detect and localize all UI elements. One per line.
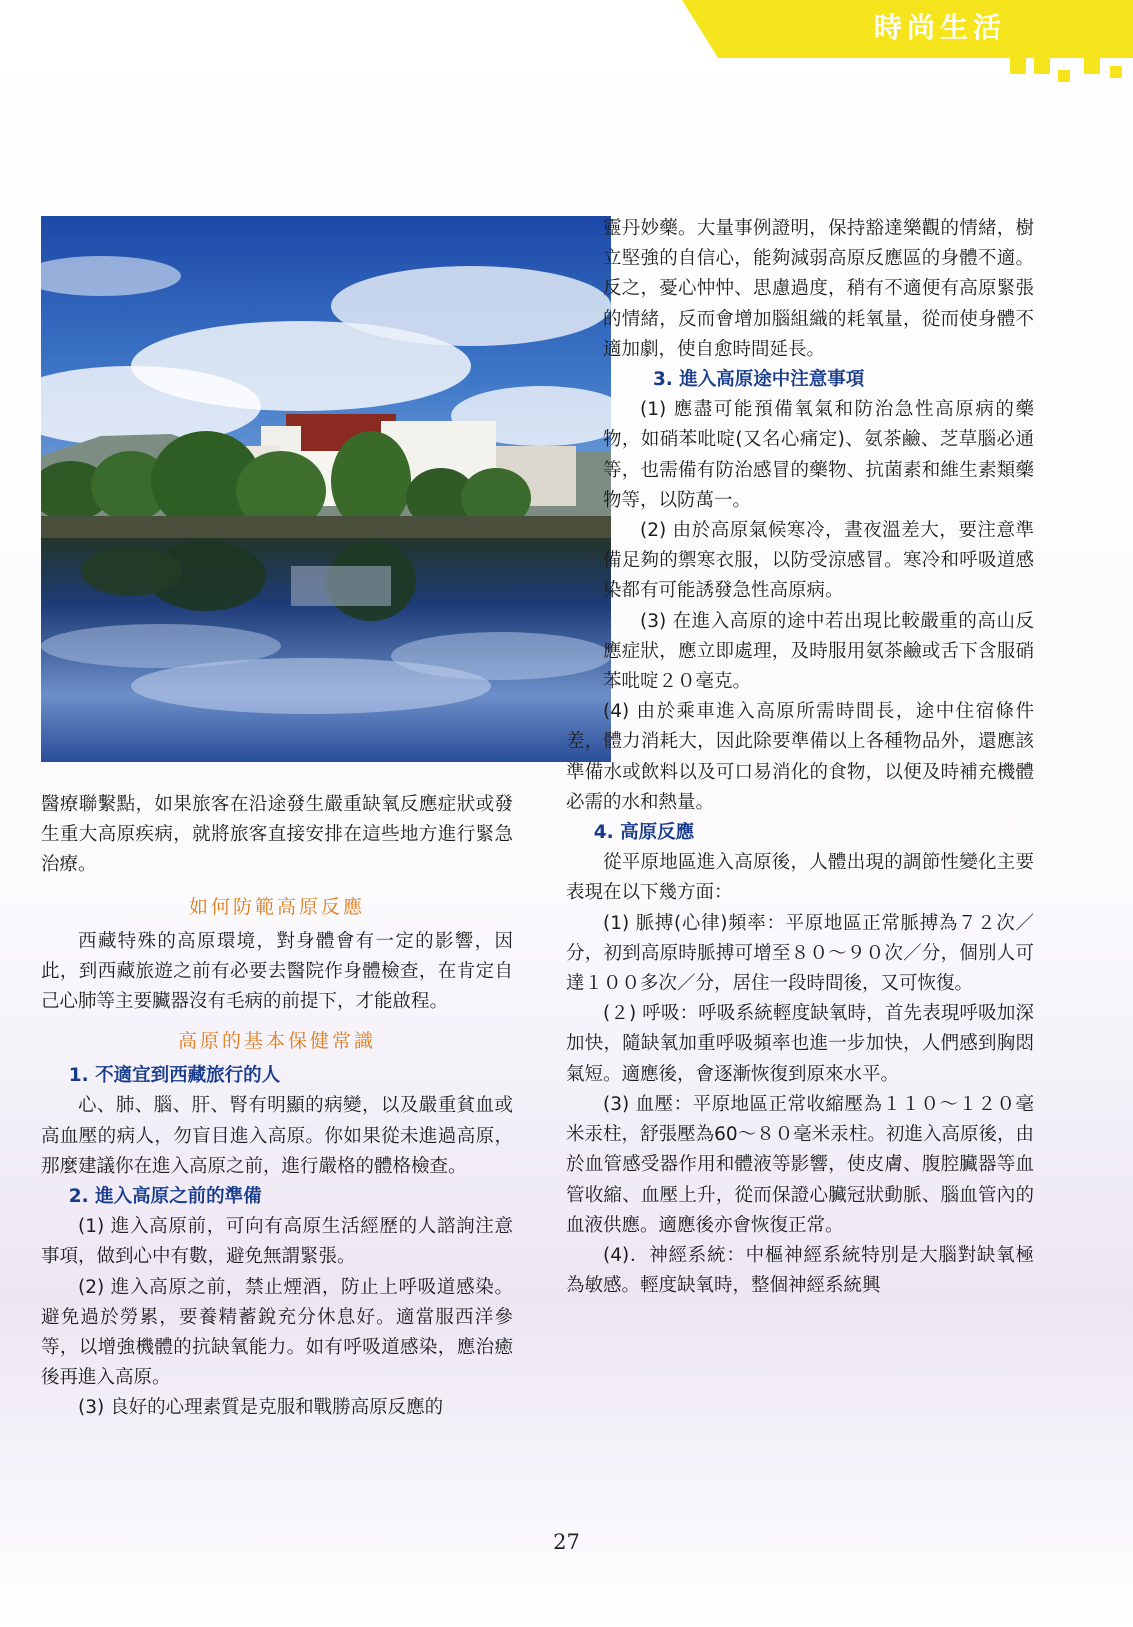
heading-unsuitable: 1. 不適宜到西藏旅行的人 <box>68 1065 281 1087</box>
page-number: 27 <box>553 1530 580 1554</box>
paragraph-unsuitable: 心、肺、腦、肝、腎有明顯的病變，以及嚴重貧血或高血壓的病人，勿盲目進入高原。你如果從未進過高原，那麼建議你在進入高原之前，進行嚴格的體格檢查。 <box>41 1095 513 1177</box>
paragraph-breathing: (２) 呼吸：呼吸系統輕度缺氧時，首先表現呼吸加深加快，隨缺氧加重呼吸頻率也進一步加快，人們感到胸悶氣短。適應後，會逐漸恢復到原來水平。 <box>566 1003 1034 1085</box>
paragraph-blood-pressure: (3) 血壓：平原地區正常收縮壓為１１０～１２０毫米汞柱，舒張壓為60～８０毫米汞柱。初進入高原後，由於血管感受器作用和體液等影響，使皮膚、腹腔臟器等血管收縮、血壓上升，從而保證心臟冠狀動脈、腦血管內的血液供應。適應後亦會恢復正常。 <box>566 1093 1034 1236</box>
section-title-banner: 時尚生活 <box>873 11 1006 44</box>
paragraph-continued: 靈丹妙藥。大量事例證明，保持豁達樂觀的情緒，樹立堅強的自信心，能夠減弱高原反應區的身體不適。反之，憂心忡忡、思慮過度，稍有不適便有高原緊張的情緒，反而會增加腦組織的耗氧量，從而使身體不適加劇，使自愈時間延長。 <box>603 218 1034 360</box>
paragraph-reaction-intro: 從平原地區進入高原後，人體出現的調節性變化主要表現在以下幾方面： <box>566 852 1034 904</box>
paragraph-prep-2: (2) 進入高原之前，禁止煙酒，防止上呼吸道感染。避免過於勞累，要養精蓄銳充分休息好。適當服西洋參等，以增強機體的抗缺氧能力。如有呼吸道感染，應治癒後再進入高原。 <box>41 1276 513 1389</box>
paragraph-route-1: (1) 應盡可能預備氧氣和防治急性高原病的藥物，如硝苯吡啶(又名心痛定)、氨茶鹼、芝草腦必通等，也需備有防治感冒的藥物、抗菌素和維生素類藥物等，以防萬一。 <box>603 399 1034 511</box>
left-column <box>41 790 513 1424</box>
paragraph-route-4: (4) 由於乘車進入高原所需時間長，途中住宿條件差，體力消耗大，因此除要準備以上各種物品外，還應該準備水或飲料以及可口易消化的食物，以便及時補充機體必需的水和熱量。 <box>566 701 1034 813</box>
paragraph-prep-3: (3) 良好的心理素質是克服和戰勝高原反應的 <box>78 1397 444 1419</box>
section-heading-prevent: 如何防範高原反應 <box>188 895 365 918</box>
paragraph-intro: 醫療聯繫點，如果旅客在沿途發生嚴重缺氧反應症狀或發生重大高原疾病，就將旅客直接安排在這些地方進行緊急治療。 <box>41 794 513 876</box>
paragraph-prep-1: (1) 進入高原前，可向有高原生活經歷的人諮詢注意事項，做到心中有數，避免無謂緊張。 <box>41 1216 513 1268</box>
potala-palace-photo <box>41 216 611 762</box>
paragraph-pulse: (1) 脈搏(心律)頻率：平原地區正常脈搏為７２次／分，初到高原時脈搏可增至８０～９０次／分，個別人可達１００多次／分，居住一段時間後，又可恢復。 <box>566 912 1034 995</box>
heading-en-route: 3. 進入高原途中注意事項 <box>652 369 865 391</box>
section-heading-basic: 高原的基本保健常識 <box>177 1030 376 1053</box>
paragraph-prevent: 西藏特殊的高原環境，對身體會有一定的影響，因此，到西藏旅遊之前有必要去醫院作身體檢查，在肯定自己心肺等主要臟器沒有毛病的前提下，才能啟程。 <box>41 930 513 1013</box>
heading-preparation: 2. 進入高原之前的準備 <box>68 1186 262 1208</box>
right-column <box>566 214 1034 1301</box>
heading-altitude-reaction: 4. 高原反應 <box>593 822 695 844</box>
paragraph-route-3: (3) 在進入高原的途中若出現比較嚴重的高山反應症狀，應立即處理，及時服用氨茶鹼或舌下含服硝苯吡啶２０毫克。 <box>603 610 1034 693</box>
paragraph-nervous-system: (4)．神經系統：中樞神經系統特別是大腦對缺氧極為敏感。輕度缺氧時，整個神經系統興 <box>566 1244 1034 1297</box>
paragraph-route-2: (2) 由於高原氣候寒冷，晝夜溫差大，要注意準備足夠的禦寒衣服，以防受涼感冒。寒冷和呼吸道感染都有可能誘發急性高原病。 <box>603 520 1034 602</box>
